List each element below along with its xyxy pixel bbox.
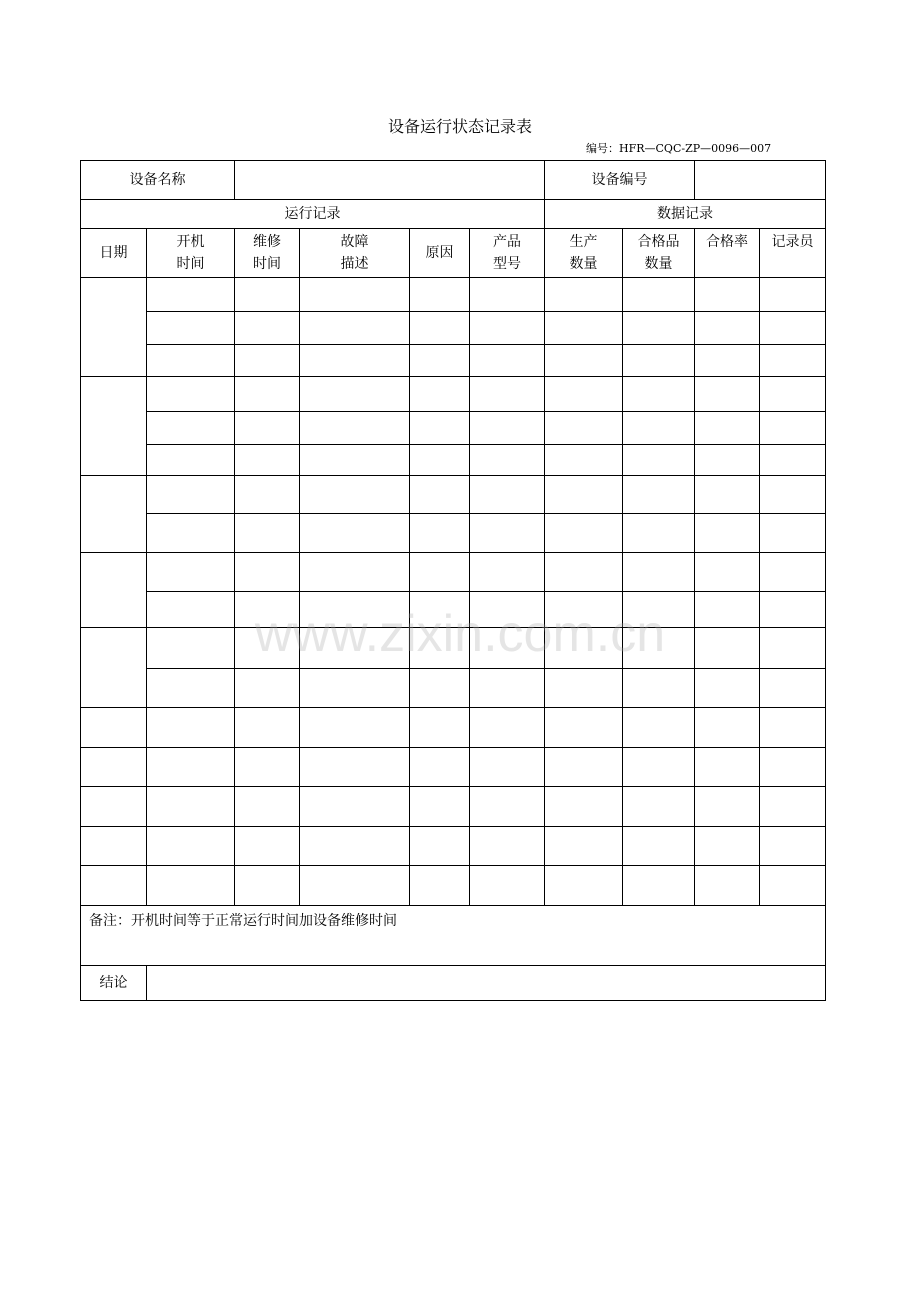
conclusion-label-text: 结论 — [99, 975, 128, 991]
col-product-model-line1: 产品 — [493, 234, 521, 250]
table-cell[interactable] — [695, 866, 760, 906]
table-cell[interactable] — [410, 445, 470, 476]
table-cell[interactable] — [300, 445, 410, 476]
table-cell[interactable] — [147, 278, 235, 312]
col-product-model-line2: 型号 — [493, 256, 521, 272]
table-cell[interactable] — [760, 866, 826, 906]
table-cell[interactable] — [147, 669, 235, 708]
table-cell[interactable] — [300, 669, 410, 708]
table-cell[interactable] — [300, 345, 410, 377]
col-run-time-line2: 时间 — [176, 256, 205, 272]
table-cell[interactable] — [470, 514, 545, 553]
table-cell[interactable] — [623, 592, 695, 628]
table-cell[interactable] — [695, 345, 760, 377]
col-repair-time — [235, 229, 300, 278]
table-cell[interactable] — [300, 553, 410, 592]
table-cell[interactable] — [760, 592, 826, 628]
table-cell[interactable] — [623, 377, 695, 412]
table-cell[interactable] — [300, 377, 410, 412]
table-cell[interactable] — [760, 787, 826, 827]
table-cell[interactable] — [147, 476, 235, 514]
table-cell[interactable] — [147, 866, 235, 906]
table-cell[interactable] — [545, 412, 623, 445]
table-cell[interactable] — [410, 708, 470, 748]
equipment-number-label: 设备编号 — [545, 161, 695, 200]
date-cell[interactable] — [81, 628, 147, 708]
table-cell[interactable] — [545, 553, 623, 592]
table-cell[interactable] — [147, 708, 235, 748]
table-cell[interactable] — [470, 748, 545, 787]
table-cell[interactable] — [410, 377, 470, 412]
date-cell[interactable] — [81, 476, 147, 553]
table-cell[interactable] — [147, 748, 235, 787]
table-cell[interactable] — [410, 748, 470, 787]
table-cell[interactable] — [470, 628, 545, 669]
table-cell[interactable] — [695, 748, 760, 787]
date-cell[interactable] — [81, 787, 147, 827]
table-cell[interactable] — [410, 312, 470, 345]
table-cell[interactable] — [410, 412, 470, 445]
table-cell[interactable] — [623, 412, 695, 445]
equipment-name-field[interactable] — [235, 161, 545, 200]
table-cell[interactable] — [235, 592, 300, 628]
form-title: 设备运行状态记录表 — [387, 117, 532, 136]
table-cell[interactable] — [235, 748, 300, 787]
table-cell[interactable] — [760, 412, 826, 445]
table-cell[interactable] — [235, 866, 300, 906]
table-cell[interactable] — [470, 827, 545, 866]
col-cause: 原因 — [410, 229, 470, 278]
table-cell[interactable] — [545, 748, 623, 787]
table-cell[interactable] — [410, 514, 470, 553]
col-qualified-qty-line1: 合格品 — [637, 234, 680, 250]
date-cell[interactable] — [81, 553, 147, 628]
table-cell[interactable] — [300, 748, 410, 787]
col-production-qty — [545, 229, 623, 278]
table-cell[interactable] — [235, 476, 300, 514]
col-fault-desc-line2: 描述 — [340, 256, 369, 272]
table-cell[interactable] — [410, 628, 470, 669]
table-cell[interactable] — [147, 345, 235, 377]
table-cell[interactable] — [695, 669, 760, 708]
table-cell[interactable] — [470, 476, 545, 514]
table-cell[interactable] — [470, 412, 545, 445]
col-product-model — [470, 229, 545, 278]
table-cell[interactable] — [760, 377, 826, 412]
table-cell[interactable] — [545, 827, 623, 866]
table-cell[interactable] — [147, 553, 235, 592]
table-cell[interactable] — [470, 345, 545, 377]
table-cell[interactable] — [300, 592, 410, 628]
table-cell[interactable] — [695, 312, 760, 345]
table-cell[interactable] — [410, 787, 470, 827]
watermark: www.zixin.com.cn — [254, 605, 666, 663]
date-cell[interactable] — [81, 748, 147, 787]
table-cell[interactable] — [147, 592, 235, 628]
table-cell[interactable] — [470, 312, 545, 345]
table-cell[interactable] — [470, 445, 545, 476]
table-cell[interactable] — [760, 476, 826, 514]
col-recorder: 记录员 — [760, 229, 826, 278]
col-qualified-qty — [623, 229, 695, 278]
table-cell[interactable] — [235, 708, 300, 748]
table-cell[interactable] — [623, 345, 695, 377]
table-cell[interactable] — [470, 787, 545, 827]
table-cell[interactable] — [623, 445, 695, 476]
table-cell[interactable] — [623, 553, 695, 592]
conclusion-label — [81, 966, 147, 1001]
table-cell[interactable] — [695, 628, 760, 669]
col-repair-time-line1: 维修 — [253, 234, 281, 250]
table-cell[interactable] — [147, 628, 235, 669]
table-cell[interactable] — [470, 708, 545, 748]
col-production-qty-line2: 数量 — [569, 256, 598, 272]
table-cell[interactable] — [300, 514, 410, 553]
table-cell[interactable] — [760, 312, 826, 345]
table-cell[interactable] — [695, 553, 760, 592]
table-cell[interactable] — [545, 278, 623, 312]
date-cell[interactable] — [81, 278, 147, 377]
table-cell[interactable] — [410, 553, 470, 592]
table-cell[interactable] — [300, 312, 410, 345]
table-cell[interactable] — [695, 708, 760, 748]
table-cell[interactable] — [300, 628, 410, 669]
table-cell[interactable] — [235, 553, 300, 592]
table-cell[interactable] — [410, 866, 470, 906]
table-cell[interactable] — [623, 312, 695, 345]
col-qualified-qty-line2: 数量 — [644, 256, 673, 272]
table-cell[interactable] — [545, 312, 623, 345]
table-cell[interactable] — [695, 412, 760, 445]
table-cell[interactable] — [410, 345, 470, 377]
table-cell[interactable] — [695, 514, 760, 553]
table-cell[interactable] — [300, 708, 410, 748]
table-cell[interactable] — [300, 278, 410, 312]
table-cell[interactable] — [410, 827, 470, 866]
table-cell[interactable] — [545, 476, 623, 514]
table-cell[interactable] — [545, 669, 623, 708]
equipment-name-label: 设备名称 — [81, 161, 235, 200]
table-cell[interactable] — [760, 553, 826, 592]
col-pass-rate: 合格率 — [695, 229, 760, 278]
table-cell[interactable] — [235, 345, 300, 377]
table-cell[interactable] — [623, 278, 695, 312]
table-cell[interactable] — [235, 628, 300, 669]
table-cell[interactable] — [545, 592, 623, 628]
table-cell[interactable] — [470, 592, 545, 628]
table-cell[interactable] — [760, 708, 826, 748]
table-cell[interactable] — [545, 628, 623, 669]
col-production-qty-line1: 生产 — [569, 234, 598, 250]
table-cell[interactable] — [545, 377, 623, 412]
table-cell[interactable] — [760, 827, 826, 866]
table-cell[interactable] — [410, 592, 470, 628]
table-cell[interactable] — [623, 669, 695, 708]
remark-note: 备注：开机时间等于正常运行时间加设备维修时间 — [81, 906, 826, 966]
table-cell[interactable] — [300, 787, 410, 827]
table-cell[interactable] — [623, 748, 695, 787]
table-cell[interactable] — [545, 514, 623, 553]
table-cell[interactable] — [300, 827, 410, 866]
table-cell[interactable] — [235, 514, 300, 553]
table-cell[interactable] — [623, 827, 695, 866]
table-cell[interactable] — [470, 866, 545, 906]
table-cell[interactable] — [235, 312, 300, 345]
col-repair-time-line2: 时间 — [253, 256, 281, 272]
table-cell[interactable] — [235, 412, 300, 445]
table-cell[interactable] — [300, 476, 410, 514]
table-cell[interactable] — [695, 827, 760, 866]
table-cell[interactable] — [410, 278, 470, 312]
col-date: 日期 — [81, 229, 147, 278]
table-cell[interactable] — [300, 866, 410, 906]
table-cell[interactable] — [695, 592, 760, 628]
table-cell[interactable] — [760, 748, 826, 787]
col-run-time — [147, 229, 235, 278]
table-cell[interactable] — [695, 377, 760, 412]
table-cell[interactable] — [147, 827, 235, 866]
table-cell[interactable] — [410, 669, 470, 708]
table-cell[interactable] — [410, 476, 470, 514]
table-cell[interactable] — [623, 787, 695, 827]
table-cell[interactable] — [545, 345, 623, 377]
table-cell[interactable] — [147, 445, 235, 476]
date-cell[interactable] — [81, 827, 147, 866]
table-cell[interactable] — [235, 278, 300, 312]
table-cell[interactable] — [623, 476, 695, 514]
table-cell[interactable] — [147, 377, 235, 412]
table-cell[interactable] — [623, 628, 695, 669]
table-cell[interactable] — [695, 278, 760, 312]
table-cell[interactable] — [760, 345, 826, 377]
table-cell[interactable] — [235, 669, 300, 708]
table-cell[interactable] — [695, 476, 760, 514]
table-cell[interactable] — [470, 278, 545, 312]
table-cell[interactable] — [545, 866, 623, 906]
table-cell[interactable] — [623, 514, 695, 553]
col-run-time-line1: 开机 — [176, 234, 205, 250]
table-cell[interactable] — [760, 628, 826, 669]
operation-record-header: 运行记录 — [81, 200, 545, 229]
col-fault-desc — [300, 229, 410, 278]
col-fault-desc-line1: 故障 — [340, 234, 369, 250]
table-cell[interactable] — [760, 445, 826, 476]
table-cell[interactable] — [147, 787, 235, 827]
table-cell[interactable] — [147, 412, 235, 445]
table-cell[interactable] — [545, 445, 623, 476]
table-cell[interactable] — [235, 827, 300, 866]
table-cell[interactable] — [300, 412, 410, 445]
date-cell[interactable] — [81, 377, 147, 476]
table-cell[interactable] — [545, 787, 623, 827]
table-cell[interactable] — [695, 445, 760, 476]
conclusion-field[interactable] — [147, 966, 826, 1001]
data-record-header: 数据记录 — [545, 200, 826, 229]
table-cell[interactable] — [623, 708, 695, 748]
table-cell[interactable] — [147, 514, 235, 553]
date-cell[interactable] — [81, 866, 147, 906]
table-cell[interactable] — [695, 787, 760, 827]
document-number: 编号：HFR—CQC-ZP—0096—007 — [586, 142, 772, 155]
table-cell[interactable] — [545, 708, 623, 748]
date-cell[interactable] — [81, 708, 147, 748]
table-cell[interactable] — [470, 553, 545, 592]
equipment-number-field[interactable] — [695, 161, 826, 200]
table-cell[interactable] — [147, 312, 235, 345]
table-cell[interactable] — [470, 669, 545, 708]
record-table — [80, 160, 826, 1001]
table-cell[interactable] — [760, 669, 826, 708]
table-cell[interactable] — [760, 514, 826, 553]
table-cell[interactable] — [235, 445, 300, 476]
table-cell[interactable] — [235, 377, 300, 412]
table-cell[interactable] — [623, 866, 695, 906]
table-cell[interactable] — [235, 787, 300, 827]
table-cell[interactable] — [470, 377, 545, 412]
table-cell[interactable] — [760, 278, 826, 312]
